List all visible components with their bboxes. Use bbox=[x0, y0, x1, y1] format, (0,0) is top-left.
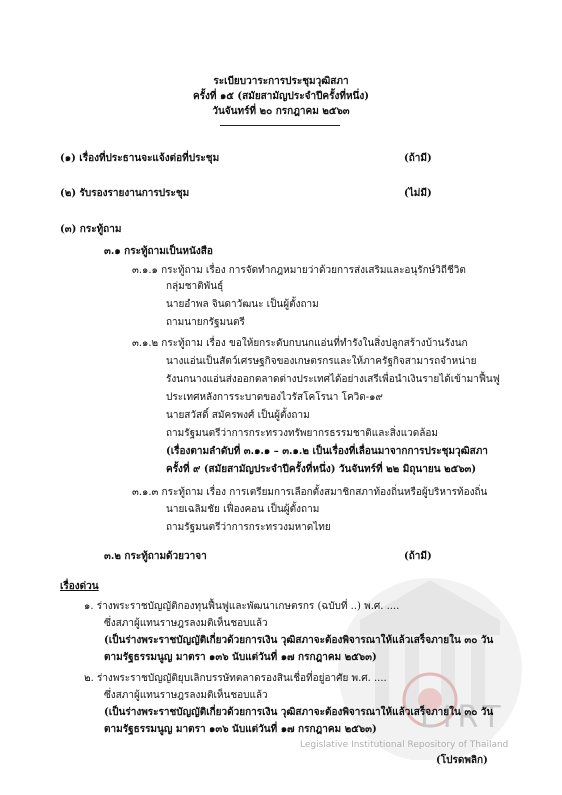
watermark-brand: LIRT bbox=[420, 700, 507, 735]
item-3-1-2-line-2: นางแอ่นเป็นสัตว์เศรษฐกิจของเกษตรกรและให้ภาครัฐกิจสามารถจำหน่าย bbox=[166, 356, 477, 367]
section-3-2-label: ๓.๒ กระทู้ถามด้วยวาจา bbox=[104, 551, 207, 562]
item-3-1-1-line-4: ถามนายกรัฐมนตรี bbox=[166, 317, 245, 328]
session-line: ครั้งที่ ๑๕ (สมัยสามัญประจำปีครั้งที่หนึ่ง) bbox=[192, 91, 370, 102]
urgent-2-line-1: ๒. ร่างพระราชบัญญัติยุบเลิกบรรษัทตลาดรองสินเชื่อที่อยู่อาศัย พ.ศ. .... bbox=[84, 673, 387, 684]
date-line: วันจันทร์ที่ ๒๐ กรกฎาคม ๒๕๖๓ bbox=[212, 106, 350, 117]
item-3-1-1-line-1: ๓.๑.๑ กระทู้ถาม เรื่อง การจัดทำกฎหมายว่าด้วยการส่งเสริมและอนุรักษ์วิถีชีวิต bbox=[132, 265, 466, 276]
item-3-1-2-line-4: ประเทศหลังการระบาดของไวรัสโคโรนา โควิด-๑๙ bbox=[166, 392, 383, 403]
item-3-1-2-note-line-2: ครั้งที่ ๙ (สมัยสามัญประจำปีครั้งที่หนึ่ง) วันจันทร์ที่ ๒๒ มิถุนายน ๒๕๖๓) bbox=[166, 464, 477, 475]
item-3-1-2-note-line-1: (เรื่องตามลำดับที่ ๓.๑.๑ – ๓.๑.๒ เป็นเรื่องที่เลื่อนมาจากการประชุมวุฒิสภา bbox=[166, 446, 488, 457]
agenda-2-label: (๒) รับรองรายงานการประชุม bbox=[60, 188, 190, 199]
item-3-1-3-line-2: นายเฉลิมชัย เฟื่องคอน เป็นผู้ตั้งถาม bbox=[166, 504, 320, 515]
document-title: ระเบียบวาระการประชุมวุฒิสภา bbox=[213, 76, 349, 87]
item-3-1-2-line-1: ๓.๑.๒ กระทู้ถาม เรื่อง ขอให้ยกระดับกบนกแอ่นที่ทำรังในสิ่งปลูกสร้างบ้านรังนก bbox=[132, 338, 468, 349]
item-3-1-1-line-3: นายอำพล จินดาวัฒนะ เป็นผู้ตั้งถาม bbox=[166, 299, 319, 310]
section-3-1-label: ๓.๑ กระทู้ถามเป็นหนังสือ bbox=[104, 246, 213, 257]
item-3-1-3-line-3: ถามรัฐมนตรีว่าการกระทรวงมหาดไทย bbox=[166, 522, 331, 533]
agenda-3-label: (๓) กระทู้ถาม bbox=[60, 224, 122, 235]
please-turn-over: (โปรดพลิก) bbox=[436, 755, 488, 766]
item-3-1-1-line-2: กลุ่มชาติพันธุ์ bbox=[166, 281, 224, 292]
urgent-1-note-line-1: (เป็นร่างพระราชบัญญัติเกี่ยวด้วยการเงิน วุฒิสภาจะต้องพิจารณาให้แล้วเสร็จภายใน ๓๐ วัน bbox=[104, 635, 494, 646]
urgent-1-note-line-2: ตามรัฐธรรมนูญ มาตรา ๑๓๖ นับแต่วันที่ ๑๗ กรกฎาคม ๒๕๖๓) bbox=[104, 652, 377, 663]
agenda-1-note: (ถ้ามี) bbox=[404, 153, 432, 164]
watermark-caption: Legislative Institutional Repository of Thailand bbox=[300, 740, 509, 750]
agenda-1-label: (๑) เรื่องที่ประธานจะแจ้งต่อที่ประชุม bbox=[60, 153, 220, 164]
item-3-1-2-line-5: นายสวัสดิ์ สมัครพงศ์ เป็นผู้ตั้งถาม bbox=[166, 410, 310, 421]
agenda-2-note: (ไม่มี) bbox=[404, 188, 432, 199]
item-3-1-3-line-1: ๓.๑.๓ กระทู้ถาม เรื่อง การเตรียมการเลือกตั้งสมาชิกสภาท้องถิ่นหรือผู้บริหารท้องถิ่น bbox=[132, 487, 488, 498]
urgent-heading: เรื่องด่วน bbox=[60, 581, 99, 592]
header-divider bbox=[220, 125, 340, 126]
item-3-1-2-line-3: รังนกนางแอ่นส่งออกตลาดต่างประเทศได้อย่างเสรีเพื่อนำเงินรายได้เข้ามาฟื้นฟู bbox=[166, 374, 500, 385]
urgent-1-line-2: ซึ่งสภาผู้แทนราษฎรลงมติเห็นชอบแล้ว bbox=[104, 618, 268, 629]
urgent-1-line-1: ๑. ร่างพระราชบัญญัติกองทุนฟื้นฟูและพัฒนาเกษตรกร (ฉบับที่ ..) พ.ศ. .... bbox=[84, 601, 400, 612]
item-3-1-2-line-6: ถามรัฐมนตรีว่าการกระทรวงทรัพยากรธรรมชาติและสิ่งแวดล้อม bbox=[166, 428, 438, 439]
urgent-2-line-2: ซึ่งสภาผู้แทนราษฎรลงมติเห็นชอบแล้ว bbox=[104, 690, 268, 701]
urgent-2-note-line-1: (เป็นร่างพระราชบัญญัติเกี่ยวด้วยการเงิน วุฒิสภาจะต้องพิจารณาให้แล้วเสร็จภายใน ๓๐ วัน bbox=[104, 707, 494, 718]
urgent-2-note-line-2: ตามรัฐธรรมนูญ มาตรา ๑๓๖ นับแต่วันที่ ๑๗ กรกฎาคม ๒๕๖๓) bbox=[104, 724, 377, 735]
section-3-2-note: (ถ้ามี) bbox=[404, 551, 432, 562]
